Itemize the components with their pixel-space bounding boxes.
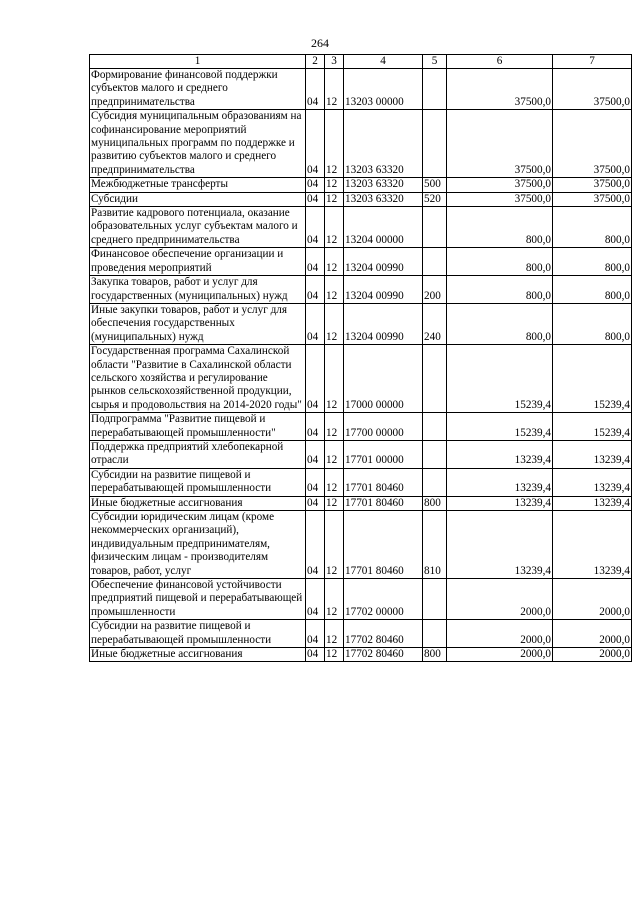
row-name-cell: Государственная программа Сахалинской области "Развитие в Сахалинской области сельского хозяйства и регулирование рынков сельскохозяйственной продукции, сырья и продовольствия на 2014-2020 годы" <box>90 345 306 413</box>
expense-type-cell: 800 <box>423 496 447 510</box>
row-name-cell: Развитие кадрового потенциала, оказание образовательных услуг субъектам малого и среднего предпринимательства <box>90 207 306 248</box>
row-name-cell: Обеспечение финансовой устойчивости предприятий пищевой и перерабатывающей промышленности <box>90 579 306 620</box>
table-row <box>90 620 632 648</box>
amount-cell: 2000,0 <box>447 620 553 648</box>
amount-cell: 15239,4 <box>553 413 632 441</box>
target-article-cell: 17701 00000 <box>344 440 423 468</box>
column-header: 1 <box>90 55 306 69</box>
expense-type-cell: 810 <box>423 511 447 579</box>
section-code-cell: 04 <box>306 248 325 276</box>
amount-cell: 13239,4 <box>553 440 632 468</box>
expense-type-cell <box>423 468 447 496</box>
table-row <box>90 468 632 496</box>
expense-type-cell: 500 <box>423 178 447 192</box>
target-article-cell: 17701 80460 <box>344 511 423 579</box>
subsection-code-cell: 12 <box>325 178 344 192</box>
amount-cell: 800,0 <box>447 303 553 344</box>
amount-cell: 800,0 <box>553 276 632 304</box>
section-code-cell: 04 <box>306 192 325 206</box>
target-article-cell: 13203 63320 <box>344 192 423 206</box>
budget-table <box>89 54 632 662</box>
subsection-code-cell: 12 <box>325 207 344 248</box>
row-name-cell: Формирование финансовой поддержки субъектов малого и среднего предпринимательства <box>90 69 306 110</box>
amount-cell: 15239,4 <box>447 345 553 413</box>
amount-cell: 800,0 <box>553 248 632 276</box>
expense-type-cell <box>423 248 447 276</box>
section-code-cell: 04 <box>306 303 325 344</box>
section-code-cell: 04 <box>306 468 325 496</box>
table-row <box>90 579 632 620</box>
subsection-code-cell: 12 <box>325 468 344 496</box>
amount-cell: 800,0 <box>447 207 553 248</box>
row-name-cell: Финансовое обеспечение организации и проведения мероприятий <box>90 248 306 276</box>
amount-cell: 37500,0 <box>553 110 632 178</box>
table-row <box>90 303 632 344</box>
amount-cell: 37500,0 <box>553 178 632 192</box>
row-name-cell: Иные бюджетные ассигнования <box>90 496 306 510</box>
section-code-cell: 04 <box>306 69 325 110</box>
amount-cell: 800,0 <box>447 248 553 276</box>
amount-cell: 2000,0 <box>553 648 632 662</box>
target-article-cell: 13204 00990 <box>344 303 423 344</box>
amount-cell: 800,0 <box>553 303 632 344</box>
amount-cell: 800,0 <box>447 276 553 304</box>
subsection-code-cell: 12 <box>325 413 344 441</box>
section-code-cell: 04 <box>306 110 325 178</box>
subsection-code-cell: 12 <box>325 248 344 276</box>
target-article-cell: 13203 63320 <box>344 178 423 192</box>
expense-type-cell <box>423 207 447 248</box>
page-number: 264 <box>311 36 329 50</box>
table-row <box>90 276 632 304</box>
column-header: 7 <box>553 55 632 69</box>
row-name-cell: Субсидии <box>90 192 306 206</box>
target-article-cell: 13203 00000 <box>344 69 423 110</box>
section-code-cell: 04 <box>306 496 325 510</box>
subsection-code-cell: 12 <box>325 579 344 620</box>
amount-cell: 800,0 <box>553 207 632 248</box>
target-article-cell: 17702 00000 <box>344 579 423 620</box>
row-name-cell: Иные закупки товаров, работ и услуг для обеспечения государственных (муниципальных) нужд <box>90 303 306 344</box>
subsection-code-cell: 12 <box>325 620 344 648</box>
subsection-code-cell: 12 <box>325 192 344 206</box>
table-row <box>90 248 632 276</box>
target-article-cell: 13204 00000 <box>344 207 423 248</box>
target-article-cell: 17702 80460 <box>344 620 423 648</box>
target-article-cell: 17000 00000 <box>344 345 423 413</box>
amount-cell: 37500,0 <box>447 110 553 178</box>
section-code-cell: 04 <box>306 579 325 620</box>
table-row <box>90 648 632 662</box>
expense-type-cell <box>423 620 447 648</box>
column-header: 2 <box>306 55 325 69</box>
section-code-cell: 04 <box>306 178 325 192</box>
target-article-cell: 17702 80460 <box>344 648 423 662</box>
amount-cell: 15239,4 <box>447 413 553 441</box>
table-row <box>90 413 632 441</box>
column-header: 3 <box>325 55 344 69</box>
table-row <box>90 440 632 468</box>
column-header: 4 <box>344 55 423 69</box>
amount-cell: 13239,4 <box>553 511 632 579</box>
table-row <box>90 110 632 178</box>
subsection-code-cell: 12 <box>325 276 344 304</box>
table-row <box>90 345 632 413</box>
expense-type-cell <box>423 345 447 413</box>
subsection-code-cell: 12 <box>325 69 344 110</box>
row-name-cell: Субсидии юридическим лицам (кроме некоммерческих организаций), индивидуальным предпринимателям, физическим лицам - производителям товаров, работ, услуг <box>90 511 306 579</box>
target-article-cell: 17701 80460 <box>344 496 423 510</box>
row-name-cell: Субсидии на развитие пищевой и перерабатывающей промышленности <box>90 468 306 496</box>
target-article-cell: 17701 80460 <box>344 468 423 496</box>
section-code-cell: 04 <box>306 648 325 662</box>
amount-cell: 13239,4 <box>447 496 553 510</box>
column-header: 6 <box>447 55 553 69</box>
amount-cell: 37500,0 <box>447 69 553 110</box>
expense-type-cell <box>423 440 447 468</box>
subsection-code-cell: 12 <box>325 511 344 579</box>
row-name-cell: Подпрограмма "Развитие пищевой и перерабатывающей промышленности" <box>90 413 306 441</box>
section-code-cell: 04 <box>306 345 325 413</box>
section-code-cell: 04 <box>306 620 325 648</box>
row-name-cell: Субсидия муниципальным образованиям на софинансирование мероприятий муниципальных программ по поддержке и развитию субъектов малого и среднего предпринимательства <box>90 110 306 178</box>
column-header: 5 <box>423 55 447 69</box>
subsection-code-cell: 12 <box>325 303 344 344</box>
amount-cell: 37500,0 <box>447 192 553 206</box>
expense-type-cell: 520 <box>423 192 447 206</box>
amount-cell: 2000,0 <box>553 579 632 620</box>
table-row <box>90 192 632 206</box>
amount-cell: 15239,4 <box>553 345 632 413</box>
expense-type-cell <box>423 69 447 110</box>
row-name-cell: Иные бюджетные ассигнования <box>90 648 306 662</box>
row-name-cell: Поддержка предприятий хлебопекарной отрасли <box>90 440 306 468</box>
amount-cell: 13239,4 <box>447 468 553 496</box>
table-row <box>90 207 632 248</box>
table-row <box>90 69 632 110</box>
subsection-code-cell: 12 <box>325 110 344 178</box>
row-name-cell: Закупка товаров, работ и услуг для государственных (муниципальных) нужд <box>90 276 306 304</box>
section-code-cell: 04 <box>306 440 325 468</box>
target-article-cell: 17700 00000 <box>344 413 423 441</box>
table-row <box>90 511 632 579</box>
target-article-cell: 13203 63320 <box>344 110 423 178</box>
amount-cell: 37500,0 <box>553 192 632 206</box>
table-header-row <box>90 55 632 69</box>
amount-cell: 13239,4 <box>447 511 553 579</box>
subsection-code-cell: 12 <box>325 440 344 468</box>
expense-type-cell: 800 <box>423 648 447 662</box>
table-row <box>90 178 632 192</box>
section-code-cell: 04 <box>306 413 325 441</box>
amount-cell: 13239,4 <box>553 496 632 510</box>
amount-cell: 13239,4 <box>447 440 553 468</box>
expense-type-cell: 200 <box>423 276 447 304</box>
amount-cell: 2000,0 <box>553 620 632 648</box>
table-row <box>90 496 632 510</box>
expense-type-cell <box>423 579 447 620</box>
expense-type-cell: 240 <box>423 303 447 344</box>
section-code-cell: 04 <box>306 276 325 304</box>
amount-cell: 13239,4 <box>553 468 632 496</box>
subsection-code-cell: 12 <box>325 345 344 413</box>
subsection-code-cell: 12 <box>325 648 344 662</box>
expense-type-cell <box>423 413 447 441</box>
amount-cell: 2000,0 <box>447 648 553 662</box>
amount-cell: 2000,0 <box>447 579 553 620</box>
section-code-cell: 04 <box>306 207 325 248</box>
row-name-cell: Субсидии на развитие пищевой и перерабатывающей промышленности <box>90 620 306 648</box>
amount-cell: 37500,0 <box>553 69 632 110</box>
target-article-cell: 13204 00990 <box>344 248 423 276</box>
expense-type-cell <box>423 110 447 178</box>
subsection-code-cell: 12 <box>325 496 344 510</box>
amount-cell: 37500,0 <box>447 178 553 192</box>
target-article-cell: 13204 00990 <box>344 276 423 304</box>
section-code-cell: 04 <box>306 511 325 579</box>
row-name-cell: Межбюджетные трансферты <box>90 178 306 192</box>
